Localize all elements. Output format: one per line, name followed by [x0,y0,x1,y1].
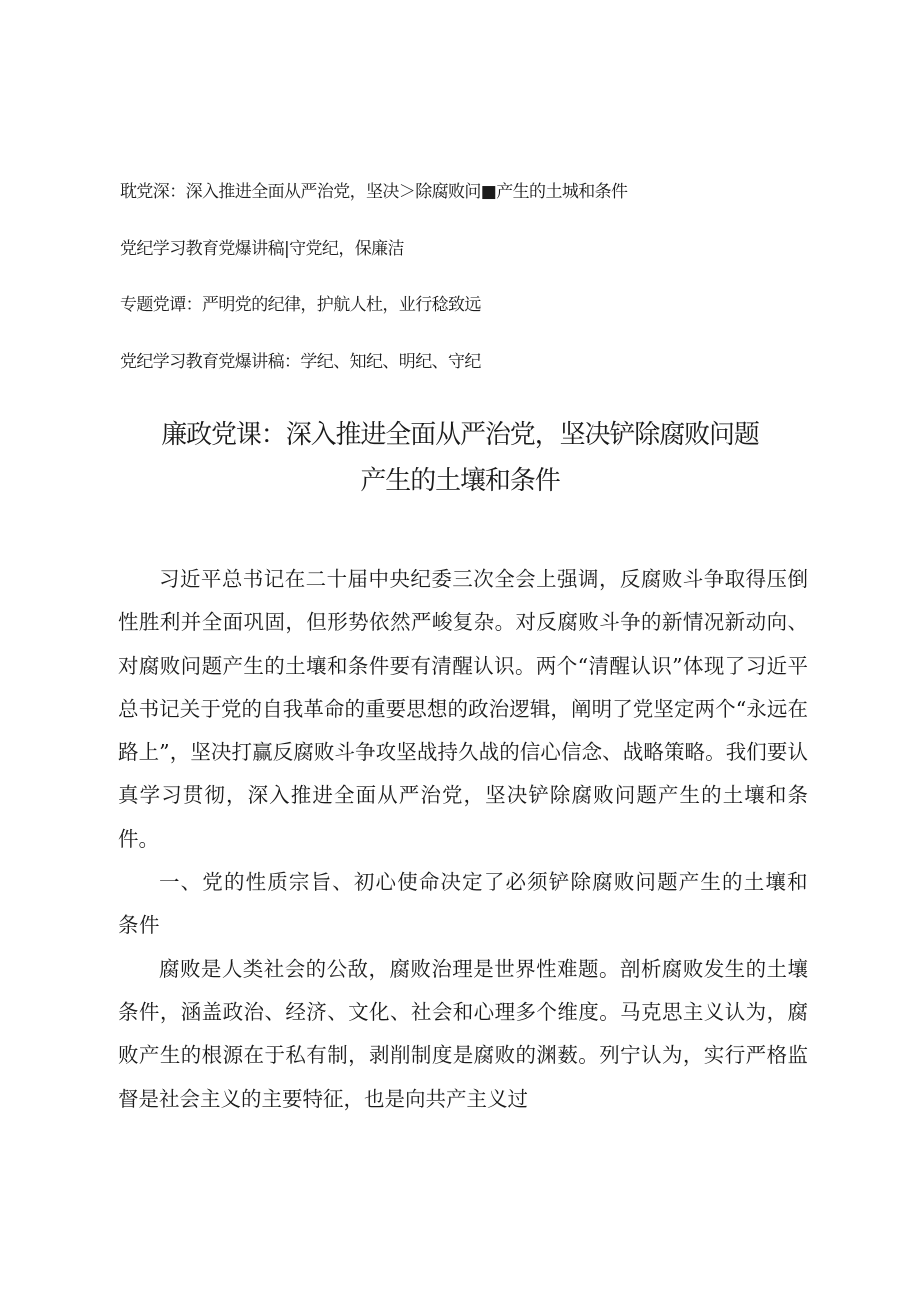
document-body [118,558,808,1121]
related-article-item[interactable]: 党纪学习教育党爆讲稿：学纪、知纪、明纪、守纪 [120,351,481,372]
intro-paragraph: 习近平总书记在二十届中央纪委三次全会上强调，反腐败斗争取得压倒性胜利并全面巩固，但形势依然严峻复杂。对反腐败斗争的新情况新动向、对腐败问题产生的土壤和条件要有清醒认识。两个“清醒认识”体现了习近平总书记关于党的自我革命的重要思想的政治逻辑，阐明了党坚定两个“永远在路上”，坚决打赢反腐败斗争攻坚战持久战的信心信念、战略策略。我们要认真学习贯彻，深入推进全面从严治党，坚决铲除腐败问题产生的土壤和条件。 [118,567,808,851]
section-heading: 一、党的性质宗旨、初心使命决定了必须铲除腐败问题产生的土壤和条件 [118,870,808,938]
title-line-1: 廉政党课：深入推进全面从严治党，坚决铲除腐败问题 [161,420,759,450]
related-articles-list [120,178,820,404]
related-article-item[interactable]: 党纪学习教育党爆讲稿|守党纪，保廉洁 [120,238,404,259]
body-paragraph: 腐败是人类社会的公敌，腐败治理是世界性难题。剖析腐败发生的土壤条件，涵盖政治、经济、文化、社会和心理多个维度。马克思主义认为，腐败产生的根源在于私有制，剥削制度是腐败的渊薮。列宁认为，实行严格监督是社会主义的主要特征，也是向共产主义过 [118,956,808,1111]
related-article-item[interactable]: 耽党深：深入推进全面从严治党，坚决＞除腐败问■产生的土城和条件 [120,182,628,202]
title-line-2: 产生的土壤和条件 [360,466,560,496]
document-title [110,412,810,504]
related-article-item[interactable]: 专题党谭：严明党的纪律，护航人杜，业行稔致远 [120,295,481,315]
